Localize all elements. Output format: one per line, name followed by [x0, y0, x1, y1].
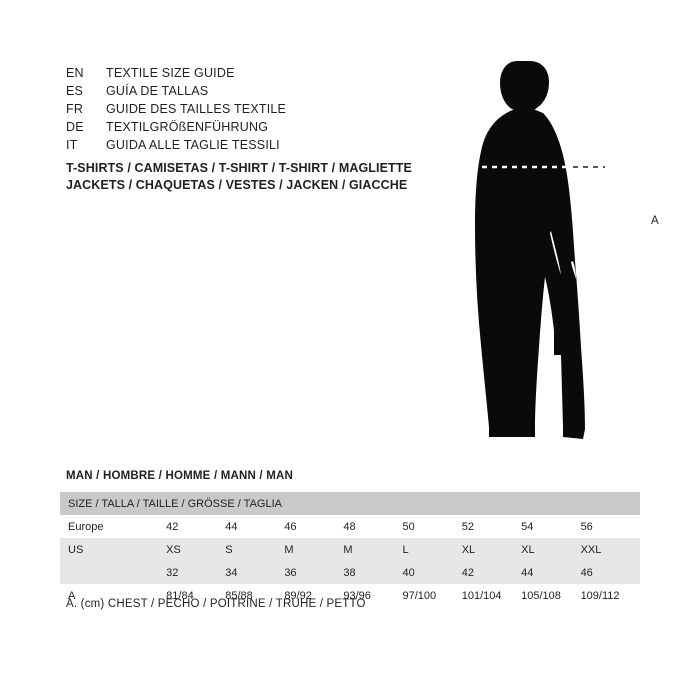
table-title: MAN / HOMBRE / HOMME / MANN / MAN	[66, 470, 294, 482]
table-cell: 85/88	[225, 584, 284, 607]
language-row	[66, 82, 426, 100]
table-cell: S	[225, 538, 284, 561]
table-cell: 97/100	[402, 584, 461, 607]
language-title: GUIDA ALLE TAGLIE TESSILI	[106, 138, 280, 152]
table-cell: 109/112	[581, 584, 640, 607]
language-title: GUÍA DE TALLAS	[106, 84, 209, 98]
table-cell: 38	[343, 561, 402, 584]
language-row	[66, 100, 426, 118]
male-figure-illustration	[455, 55, 670, 455]
language-title: GUIDE DES TAILLES TEXTILE	[106, 102, 287, 116]
table-cell: 52	[462, 515, 521, 538]
table-cell: 44	[225, 515, 284, 538]
row-label: A	[60, 584, 166, 607]
table-header-label: SIZE / TALLA / TAILLE / GRÖSSE / TAGLIA	[60, 492, 640, 515]
table-header-row	[60, 492, 640, 515]
measurement-footnote: A. (cm) CHEST / PECHO / POITRINE / TRUHE / PETTO	[66, 598, 366, 610]
language-row	[66, 118, 426, 136]
row-label	[60, 561, 166, 584]
table-cell: 89/92	[284, 584, 343, 607]
table-cell: 101/104	[462, 584, 521, 607]
table-cell: 81/84	[166, 584, 225, 607]
measure-label-a: A	[651, 215, 659, 227]
table-cell: XL	[462, 538, 521, 561]
table-cell: 105/108	[521, 584, 580, 607]
language-title: TEXTILGRÖßENFÜHRUNG	[106, 120, 269, 134]
table-cell: 40	[402, 561, 461, 584]
table-cell: 42	[166, 515, 225, 538]
language-row	[66, 64, 426, 82]
table-cell: 46	[284, 515, 343, 538]
table-cell: 32	[166, 561, 225, 584]
table-row	[60, 515, 640, 538]
language-row	[66, 136, 426, 154]
table-cell: 50	[402, 515, 461, 538]
size-table	[60, 492, 640, 607]
table-cell: 34	[225, 561, 284, 584]
table-cell: XL	[521, 538, 580, 561]
table-row	[60, 538, 640, 561]
table-cell: L	[402, 538, 461, 561]
garment-categories	[66, 160, 486, 194]
language-list	[66, 64, 426, 154]
language-code: DE	[66, 120, 84, 134]
row-label: US	[60, 538, 166, 561]
language-code: EN	[66, 66, 84, 80]
table-cell: XS	[166, 538, 225, 561]
male-silhouette-icon	[455, 55, 670, 455]
language-code: FR	[66, 102, 84, 116]
table-cell: 93/96	[343, 584, 402, 607]
language-code: ES	[66, 84, 84, 98]
row-label: Europe	[60, 515, 166, 538]
table-cell: 42	[462, 561, 521, 584]
table-row	[60, 561, 640, 584]
category-jackets: JACKETS / CHAQUETAS / VESTES / JACKEN / GIACCHE	[66, 178, 408, 192]
table-cell: M	[343, 538, 402, 561]
category-tshirts: T-SHIRTS / CAMISETAS / T-SHIRT / T-SHIRT / MAGLIETTE	[66, 161, 412, 175]
language-code: IT	[66, 138, 78, 152]
table-cell: 48	[343, 515, 402, 538]
table-cell: 46	[581, 561, 640, 584]
language-title: TEXTILE SIZE GUIDE	[106, 66, 235, 80]
table-cell: 44	[521, 561, 580, 584]
table-cell: M	[284, 538, 343, 561]
table-cell: 54	[521, 515, 580, 538]
table-cell: 36	[284, 561, 343, 584]
table-cell: 56	[581, 515, 640, 538]
table-cell: XXL	[581, 538, 640, 561]
